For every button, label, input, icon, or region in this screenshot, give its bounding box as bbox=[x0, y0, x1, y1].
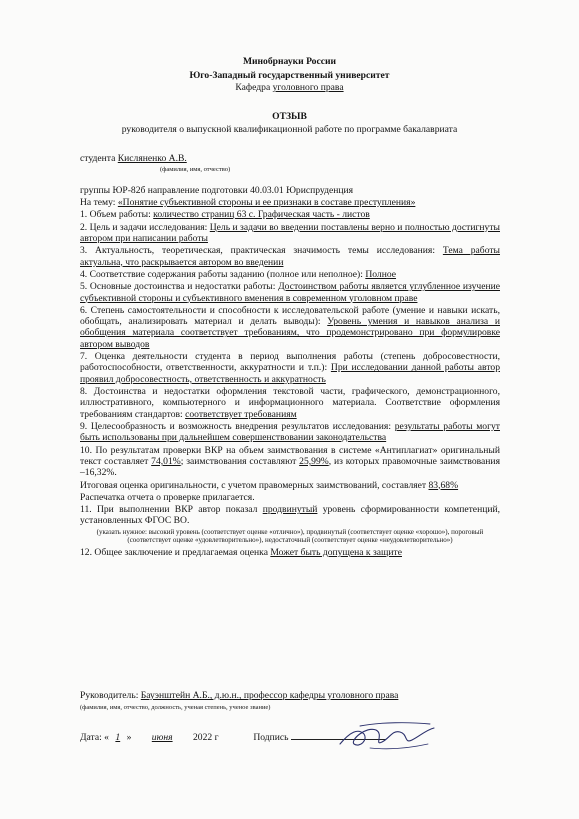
item11-hint: (указать нужное: высокий уровень (соответствует оценке «отлично»), продвинутый (соответствует оценке «хорошо»), пороговый (соответствует оценке «удовлетворительно»), недостаточный (соответствует оценке «неудовлетворительно») bbox=[96, 527, 484, 544]
item-answer: Цель и задачи во введении поставлены верно и полностью достигнуты автором при написании работы bbox=[80, 221, 500, 244]
topic-text: «Понятие субъективной стороны и ее признаки в составе преступления» bbox=[117, 197, 416, 208]
item-answer: соответствует требованиям bbox=[185, 408, 297, 420]
group-line: группы ЮР-82б направление подготовки 40.03.01 Юриспруденция bbox=[80, 185, 354, 196]
item-label: 4. Соответствие содержания работы заданию (полное или неполное): bbox=[80, 268, 366, 280]
item10-text-b: ; заимствования составляют bbox=[180, 455, 300, 467]
item-answer: Достоинством работы является углубленное изучение субъективной стороны и субъективного вменения в современном уголовном праве bbox=[80, 281, 500, 304]
item-8 bbox=[80, 386, 500, 420]
item-6 bbox=[80, 305, 500, 350]
final-originality-text: Итоговая оценка оригинальности, с учетом правомерных заимствований, составляет bbox=[80, 479, 429, 491]
item11-text-a: 11. При выполнении ВКР автор показал bbox=[80, 504, 263, 516]
item-answer: количество страниц 63 с. Графическая часть - листов bbox=[153, 209, 370, 221]
item-3 bbox=[80, 245, 500, 268]
item-label: 6. Степень самостоятельности и способности к исследовательской работе (умение и навыки искать, обобщать, анализировать материал и делать выводы): bbox=[80, 304, 500, 328]
supervisor-line bbox=[80, 690, 500, 701]
item-label: 8. Достоинства и недостатки оформления текстовой части, графического, демонстрационного, иллюстративного, компьютерного и информационного материала. Соответствие оформления требованиям стандартов: bbox=[80, 386, 500, 420]
item-answer: При исследовании данной работы автор проявил добросовестность, ответственность и аккуратность bbox=[80, 362, 500, 385]
final-originality-value: 83,68% bbox=[428, 479, 459, 491]
supervisor-text: Бауэнштейн А.Б., д.ю.н., профессор кафедры уголовного права bbox=[140, 690, 399, 701]
item-7 bbox=[80, 351, 500, 385]
item10-text-c: , из которых правомочные заимствования –16,32%. bbox=[80, 455, 500, 479]
item12-answer: Может быть допущена к защите bbox=[270, 547, 402, 559]
date-label: Дата: « bbox=[80, 732, 109, 743]
review-body bbox=[80, 197, 500, 560]
date-year: 2022 г bbox=[192, 732, 219, 743]
item-label: 1. Объем работы: bbox=[80, 209, 154, 221]
item-label: 5. Основные достоинства и недостатки работы: bbox=[80, 281, 279, 293]
university-title: Юго-Западный государственный университет bbox=[189, 70, 390, 81]
item12-label: 12. Общее заключение и предлагаемая оценка bbox=[80, 547, 271, 559]
item-1 bbox=[80, 209, 500, 220]
item-answer: Полное bbox=[365, 268, 397, 280]
supervisor-hint: (фамилия, имя, отчество, должность, ученая степень, ученое звание) bbox=[80, 704, 271, 711]
item-label: 7. Оценка деятельности студента в период выполнения работы (степень добросовестности, работоспособности, ответственности, аккуратности и т.п.): bbox=[80, 351, 500, 374]
date-day: 1 bbox=[115, 732, 121, 743]
item-2 bbox=[80, 222, 500, 245]
student-name: Кисляненко А.В. bbox=[117, 153, 187, 164]
item-label: 3. Актуальность, теоретическая, практическая значимость темы исследования: bbox=[80, 245, 443, 257]
student-line bbox=[80, 153, 500, 164]
student-hint: (фамилия, имя, отчество) bbox=[160, 166, 231, 173]
item-label: 2. Цель и задачи исследования: bbox=[80, 221, 210, 233]
item11-text-b: уровень сформированности компетенций, установленных ФГОС ВО. bbox=[80, 504, 500, 527]
supervisor-prefix: Руководитель: bbox=[80, 690, 141, 701]
competence-level: продвинутый bbox=[262, 504, 318, 516]
item-12 bbox=[80, 547, 500, 558]
final-originality bbox=[80, 480, 500, 491]
item-10 bbox=[80, 445, 500, 479]
item10-text-a: 10. По результатам проверки ВКР на объем заимствования в системе «Антиплагиат» оригинальный текст составляет bbox=[80, 444, 500, 467]
department-name: уголовного права bbox=[272, 82, 344, 93]
item-5 bbox=[80, 281, 500, 304]
date-mid: » bbox=[126, 732, 132, 743]
item-answer: Уровень умения и навыков анализа и обобщения материала соответствует требованиям, что продемонстрировано при формулировке автором выводов bbox=[80, 316, 500, 350]
original-percent: 74,01% bbox=[151, 455, 181, 467]
item-label: 9. Целесообразность и возможность внедрения результатов исследования: bbox=[80, 420, 395, 432]
borrowed-percent: 25,99% bbox=[299, 455, 329, 467]
handwritten-signature bbox=[330, 718, 440, 758]
student-prefix: студента bbox=[80, 153, 118, 164]
topic-line bbox=[80, 197, 500, 208]
date-month: июня bbox=[151, 732, 173, 743]
ministry-title: Минобрнауки России bbox=[242, 56, 337, 67]
department-prefix: Кафедра bbox=[235, 82, 273, 93]
topic-prefix: На тему: bbox=[80, 197, 118, 208]
item-11 bbox=[80, 504, 500, 527]
item-4 bbox=[80, 269, 500, 280]
department-line bbox=[0, 82, 579, 93]
item-9 bbox=[80, 421, 500, 444]
sign-label: Подпись bbox=[253, 732, 289, 743]
item-answer: результаты работы могут быть использованы при дальнейшем совершенствовании законодательства bbox=[80, 420, 500, 444]
document-title: ОТЗЫВ bbox=[272, 111, 307, 122]
item-answer: Тема работы актуальна, что раскрывается автором во введении bbox=[80, 245, 500, 268]
document-subtitle: руководителя о выпускной квалификационной работе по программе бакалавриата bbox=[121, 124, 458, 135]
printout-note: Распечатка отчета о проверке прилагается. bbox=[80, 491, 255, 503]
